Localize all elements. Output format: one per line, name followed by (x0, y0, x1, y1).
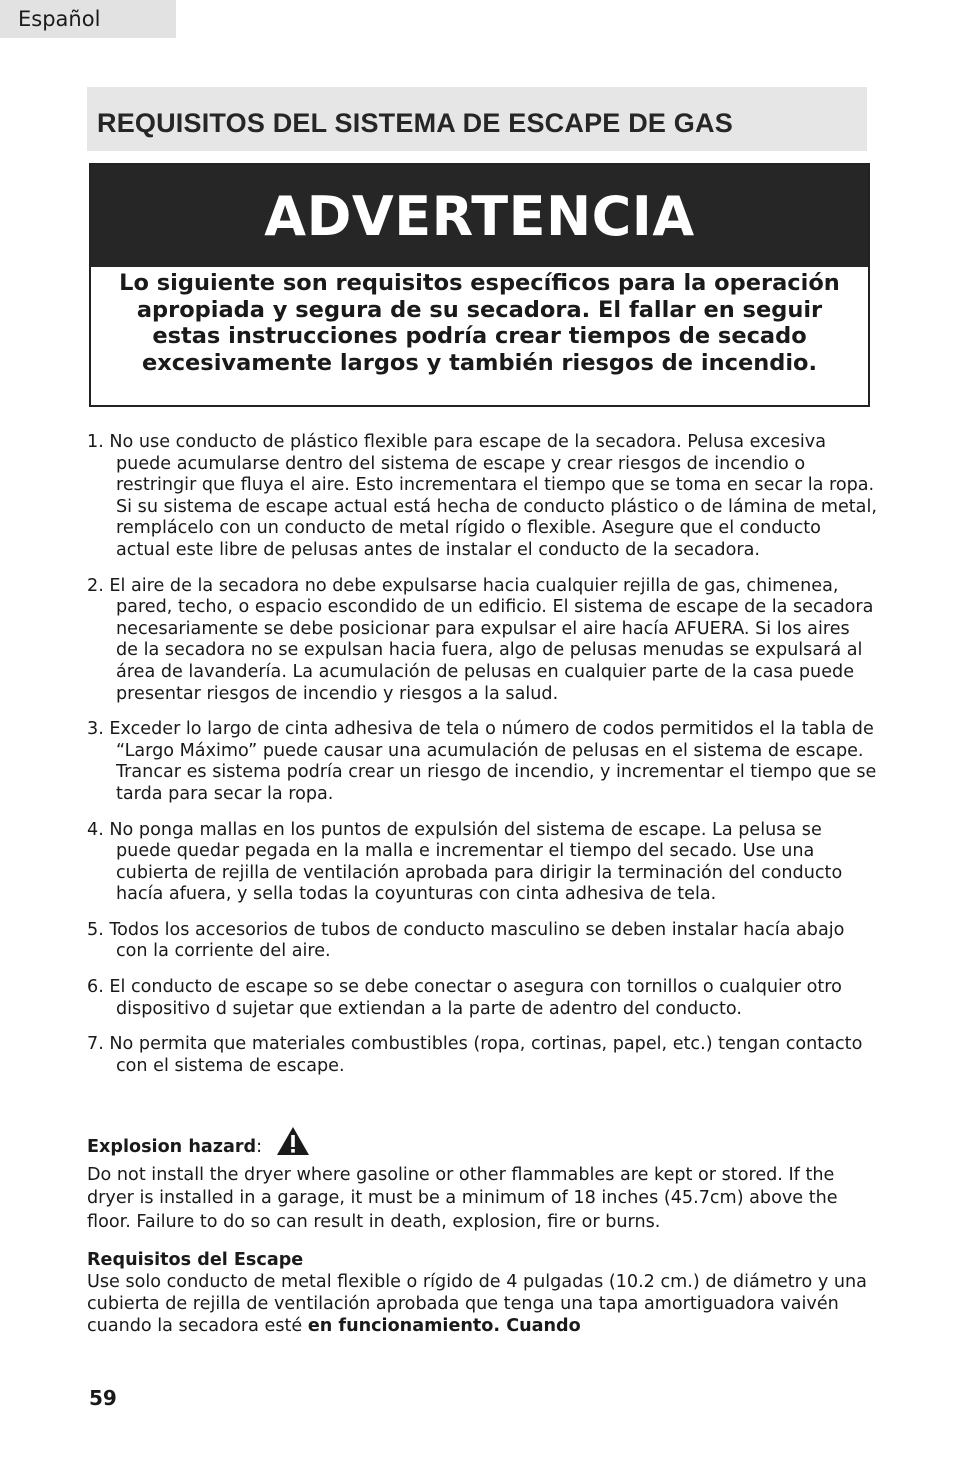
list-item: 3. Exceder lo largo de cinta adhesiva de tela o número de codos permitidos el la tabla de “Largo Máximo” puede causar una acumulación de pelusas en el sistema de escape. Trancar es sistema podría crear un riesgo de incendio, y incrementar el tiempo que se tarda para secar la ropa. (87, 719, 877, 804)
escape-requirements-section (87, 1249, 877, 1337)
warning-text: Lo siguiente son requisitos específicos para la operación apropiada y segura de su secadora. El fallar en seguir estas instrucciones podría crear tiempos de secado excesivamente largos y también riesgos de incendio. (119, 270, 840, 376)
list-item: 4. No ponga mallas en los puntos de expulsión del sistema de escape. La pelusa se puede quedar pegada en la malla e incrementar el tiempo del secado. Use una cubierta de rejilla de ventilación aprobada para dirigir la terminación del conducto hacía afuera, y sella todas la coyunturas con cinta adhesiva de tela. (87, 819, 843, 905)
explosion-hazard-text: Do not install the dryer where gasoline or other flammables are kept or stored. If the dryer is installed in a garage, it must be a minimum of 18 inches (45.7cm) above the floor. Failure to do so can result in death, explosion, fire or burns. (87, 1164, 838, 1232)
page-number: 59 (89, 1386, 117, 1410)
list-item: 5. Todos los accesorios de tubos de conducto masculino se deben instalar hacía abajo con la corriente del aire. (87, 919, 845, 962)
warning-box (89, 163, 870, 407)
list-item: 2. El aire de la secadora no debe expulsarse hacia cualquier rejilla de gas, chimenea, pared, techo, o espacio escondido de un edificio. El sistema de escape de la secadora necesariamente se debe posicionar para expulsar el aire hacía AFUERA. Si los aires de la secadora no se expulsan hacia fuera, algo de pelusas menudas se expulsará al área de lavandería. La acumulación de pelusas en cualquier parte de la casa puede presentar riesgos de incendio y riesgos a la salud. (87, 575, 874, 704)
escape-requirements-title: Requisitos del Escape (87, 1250, 304, 1270)
list-item: 7. No permita que materiales combustibles (ropa, cortinas, papel, etc.) tengan contacto con el sistema de escape. (87, 1034, 863, 1076)
requirements-list (87, 432, 877, 1091)
escape-requirements-text: Use solo conducto de metal flexible o rígido de 4 pulgadas (10.2 cm.) de diámetro y una cubierta de rejilla de ventilación aprobada que tenga una tapa amortiguadora vaivén cuando la secadora esté (87, 1272, 867, 1336)
explosion-hazard-section (87, 1126, 877, 1234)
escape-requirements-paragraph (87, 1271, 877, 1337)
explosion-hazard-label: Explosion hazard (87, 1137, 257, 1157)
warning-heading: ADVERTENCIA (91, 165, 868, 267)
warning-triangle-icon (276, 1126, 310, 1164)
explosion-hazard-colon: : (256, 1137, 263, 1157)
list-item: 1. No use conducto de plástico flexible para escape de la secadora. Pelusa excesiva puede acumularse dentro del sistema de escape y crear riesgos de incendio o restringir que fluya el aire. Esto incrementara el tiempo que se toma en secar la ropa. Si su sistema de escape actual está hecha de conducto plástico o de lámina de metal, remplácelo con un conducto de metal rígido o flexible. Asegure que el conducto actual este libre de pelusas antes de instalar el conducto de la secadora. (87, 432, 877, 560)
section-title: REQUISITOS DEL SISTEMA DE ESCAPE DE GAS (87, 87, 867, 151)
list-item: 6. El conducto de escape so se debe conectar o asegura con tornillos o cualquier otro dispositivo d sujetar que extiendan a la parte de adentro del conducto. (87, 977, 842, 1019)
language-tab: Español (0, 0, 176, 38)
escape-requirements-bold-tail: en funcionamiento. Cuando (307, 1316, 581, 1336)
